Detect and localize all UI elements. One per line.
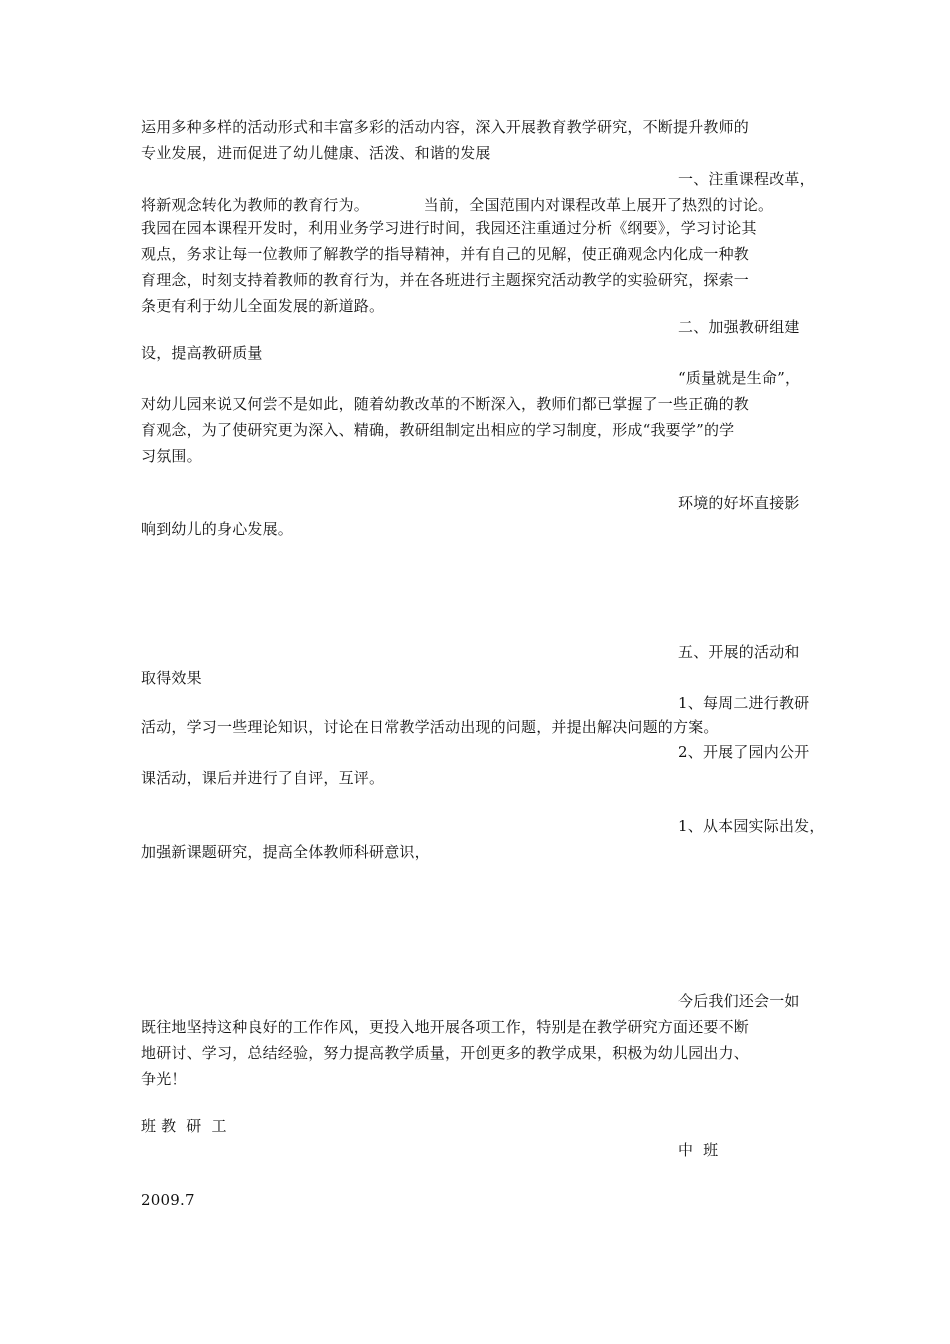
text-line: 运用多种多样的活动形式和丰富多彩的活动内容，深入开展教育教学研究，不断提升教师的 bbox=[141, 118, 750, 136]
text-line: 条更有利于幼儿全面发展的新道路。 bbox=[141, 297, 385, 315]
text-line: 响到幼儿的身心发展。 bbox=[141, 520, 294, 538]
text-line: “质量就是生命”， bbox=[678, 369, 801, 387]
text-line: 育理念，时刻支持着教师的教育行为，并在各班进行主题探究活动教学的实验研究，探索一 bbox=[141, 271, 750, 289]
text-line: 观点，务求让每一位教师了解教学的指导精神，并有自己的见解，使正确观念内化成一种教 bbox=[141, 245, 750, 263]
section-heading: 一、注重课程改革， bbox=[678, 170, 815, 188]
list-item: 1、每周二进行教研 bbox=[678, 694, 810, 712]
text-line: 习氛围。 bbox=[141, 447, 202, 465]
text-line: 专业发展，进而促进了幼儿健康、活泼、和谐的发展 bbox=[141, 144, 491, 162]
text-line: 育观念，为了使研究更为深入、精确，教研组制定出相应的学习制度，形成“我要学”的学 bbox=[141, 421, 735, 439]
list-item: 加强新课题研究，提高全体教师科研意识， bbox=[141, 843, 430, 861]
text-line: 争光！ bbox=[141, 1070, 187, 1088]
list-item: 1、从本园实际出发， bbox=[678, 817, 825, 835]
text-line: 既往地坚持这种良好的工作作风，更投入地开展各项工作，特别是在教学研究方面还要不断 bbox=[141, 1018, 750, 1036]
text-line: 地研讨、学习，总结经验，努力提高教学质量，开创更多的教学成果，积极为幼儿园出力、 bbox=[141, 1044, 750, 1062]
class-label: 中 班 bbox=[678, 1141, 719, 1159]
signature-line: 班 教 研 工 bbox=[141, 1117, 227, 1135]
list-item: 课活动，课后并进行了自评，互评。 bbox=[141, 769, 385, 787]
date-line: 2009.7 bbox=[141, 1191, 195, 1209]
section-heading: 设，提高教研质量 bbox=[141, 344, 263, 362]
text-line: 我园在园本课程开发时，利用业务学习进行时间，我园还注重通过分析《纲要》，学习讨论其 bbox=[141, 219, 757, 237]
section-heading: 取得效果 bbox=[141, 669, 202, 687]
list-item: 活动，学习一些理论知识，讨论在日常教学活动出现的问题，并提出解决问题的方案。 bbox=[141, 718, 719, 736]
text-line: 将新观念转化为教师的教育行为。 当前，全国范围内对课程改革上展开了热烈的讨论。 bbox=[141, 196, 774, 214]
list-item: 2、开展了园内公开 bbox=[678, 743, 810, 761]
text-line: 对幼儿园来说又何尝不是如此，随着幼教改革的不断深入，教师们都已掌握了一些正确的教 bbox=[141, 395, 750, 413]
text-line: 环境的好坏直接影 bbox=[678, 494, 800, 512]
text-line: 今后我们还会一如 bbox=[678, 992, 800, 1010]
section-heading: 五、开展的活动和 bbox=[678, 643, 800, 661]
section-heading: 二、加强教研组建 bbox=[678, 318, 800, 336]
